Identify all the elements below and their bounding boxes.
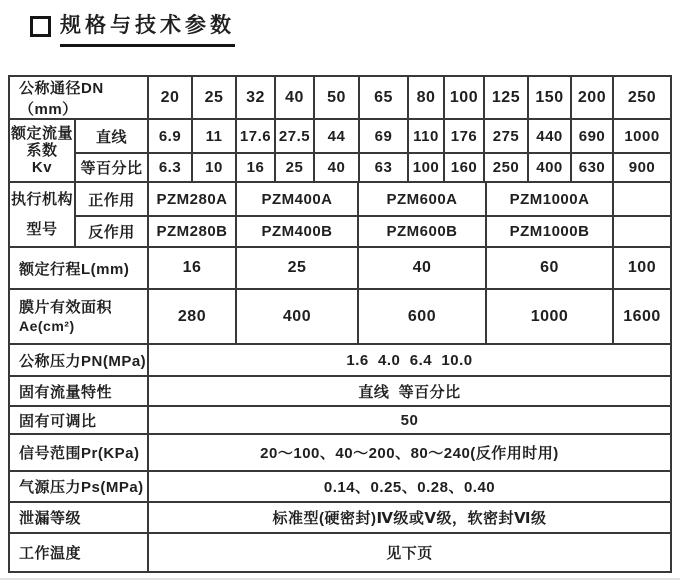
scan-edge-line [0, 578, 680, 580]
kv-linear-cell: 176 [445, 120, 485, 154]
rangeability-label-cell: 固有可调比 [10, 407, 149, 435]
kv-eqpct-cell: 40 [315, 154, 360, 183]
table-band-simple [10, 345, 670, 571]
actuator-label-cell: 执行机构型号 [10, 183, 76, 248]
pn-label-cell: 公称压力PN(MPa) [10, 345, 149, 377]
membrane-value-cell: 600 [359, 290, 487, 345]
membrane-value-cell: 280 [149, 290, 237, 345]
air-supply-label-cell: 气源压力Ps(MPa) [10, 472, 149, 503]
travel-value-cell: 100 [614, 248, 670, 290]
temperature-label-cell: 工作温度 [10, 534, 149, 571]
actuator-model-cell: PZM600A [359, 183, 487, 217]
membrane-label-line2: Ae(cm²) [19, 318, 75, 335]
kv-label-cell [10, 120, 76, 183]
dn-value-cell: 200 [572, 77, 614, 120]
dn-value-cell: 40 [276, 77, 315, 120]
kv-eqpct-sublabel: 等百分比 [76, 154, 149, 183]
leakage-label-cell: 泄漏等级 [10, 503, 149, 534]
kv-eqpct-cell: 160 [445, 154, 485, 183]
actuator-model-cell: PZM600B [359, 217, 487, 248]
membrane-value-cell: 1000 [487, 290, 614, 345]
actuator-model-cell: PZM280A [149, 183, 237, 217]
page-title-row [30, 13, 680, 57]
empty-cell [614, 183, 670, 217]
kv-eqpct-cell: 900 [614, 154, 670, 183]
travel-value-cell: 16 [149, 248, 237, 290]
kv-unit: Kv [31, 159, 53, 176]
travel-label-cell: 额定行程L(mm) [10, 248, 149, 290]
kv-linear-cell: 690 [572, 120, 614, 154]
kv-eqpct-cell: 25 [276, 154, 315, 183]
travel-value-cell: 25 [237, 248, 359, 290]
flow-char-value-cell: 直线 等百分比 [149, 377, 670, 407]
square-bullet-icon [30, 16, 51, 37]
dn-value-cell: 65 [360, 77, 409, 120]
kv-linear-cell: 110 [409, 120, 445, 154]
kv-eqpct-cell: 100 [409, 154, 445, 183]
dn-value-cell: 25 [193, 77, 237, 120]
actuator-direct-sublabel: 正作用 [76, 183, 149, 217]
membrane-label-line1: 膜片有效面积 [19, 298, 113, 316]
air-supply-value-cell: 0.14、0.25、0.28、0.40 [149, 472, 670, 503]
kv-linear-cell: 1000 [614, 120, 670, 154]
signal-range-value-cell: 20～100、40～200、80～240(反作用时用) [149, 435, 670, 472]
kv-eqpct-cell: 400 [529, 154, 572, 183]
kv-linear-cell: 275 [485, 120, 529, 154]
page-title: 规格与技术参数 [60, 13, 235, 47]
kv-eqpct-cell: 250 [485, 154, 529, 183]
kv-linear-cell: 11 [193, 120, 237, 154]
kv-linear-cell: 17.6 [237, 120, 276, 154]
kv-linear-cell: 27.5 [276, 120, 315, 154]
pn-value-cell: 1.6 4.0 6.4 10.0 [149, 345, 670, 377]
kv-eqpct-cell: 63 [360, 154, 409, 183]
spec-table [8, 75, 672, 573]
kv-linear-cell: 69 [360, 120, 409, 154]
kv-eqpct-cell: 16 [237, 154, 276, 183]
dn-value-cell: 20 [149, 77, 193, 120]
signal-range-label-cell: 信号范围Pr(KPa) [10, 435, 149, 472]
table-band-travel-membrane [10, 248, 670, 345]
travel-value-cell: 40 [359, 248, 487, 290]
travel-value-cell: 60 [487, 248, 614, 290]
rangeability-value-cell: 50 [149, 407, 670, 435]
actuator-model-cell: PZM400A [237, 183, 359, 217]
actuator-reverse-sublabel: 反作用 [76, 217, 149, 248]
table-band-dn-kv [10, 77, 670, 183]
actuator-model-cell: PZM280B [149, 217, 237, 248]
kv-linear-cell: 6.9 [149, 120, 193, 154]
flow-char-label-cell: 固有流量特性 [10, 377, 149, 407]
dn-label-cell: 公称通径DN（mm） [10, 77, 149, 120]
dn-value-cell: 150 [529, 77, 572, 120]
dn-value-cell: 250 [614, 77, 670, 120]
kv-linear-cell: 44 [315, 120, 360, 154]
kv-eqpct-cell: 6.3 [149, 154, 193, 183]
actuator-model-cell: PZM400B [237, 217, 359, 248]
dn-value-cell: 50 [315, 77, 360, 120]
table-band-actuator [10, 183, 670, 248]
leakage-value-cell: 标准型(硬密封)Ⅳ级或Ⅴ级，软密封Ⅵ级 [149, 503, 670, 534]
dn-value-cell: 80 [409, 77, 445, 120]
membrane-value-cell: 400 [237, 290, 359, 345]
membrane-value-cell: 1600 [614, 290, 670, 345]
dn-value-cell: 100 [445, 77, 485, 120]
kv-label: 额定流量系数 [11, 125, 74, 159]
kv-linear-sublabel: 直线 [76, 120, 149, 154]
actuator-model-cell: PZM1000A [487, 183, 614, 217]
kv-linear-cell: 440 [529, 120, 572, 154]
dn-value-cell: 125 [485, 77, 529, 120]
actuator-model-cell: PZM1000B [487, 217, 614, 248]
kv-eqpct-cell: 630 [572, 154, 614, 183]
kv-eqpct-cell: 10 [193, 154, 237, 183]
empty-cell [614, 217, 670, 248]
membrane-label-cell [10, 290, 149, 345]
dn-value-cell: 32 [237, 77, 276, 120]
temperature-value-cell: 见下页 [386, 545, 433, 562]
